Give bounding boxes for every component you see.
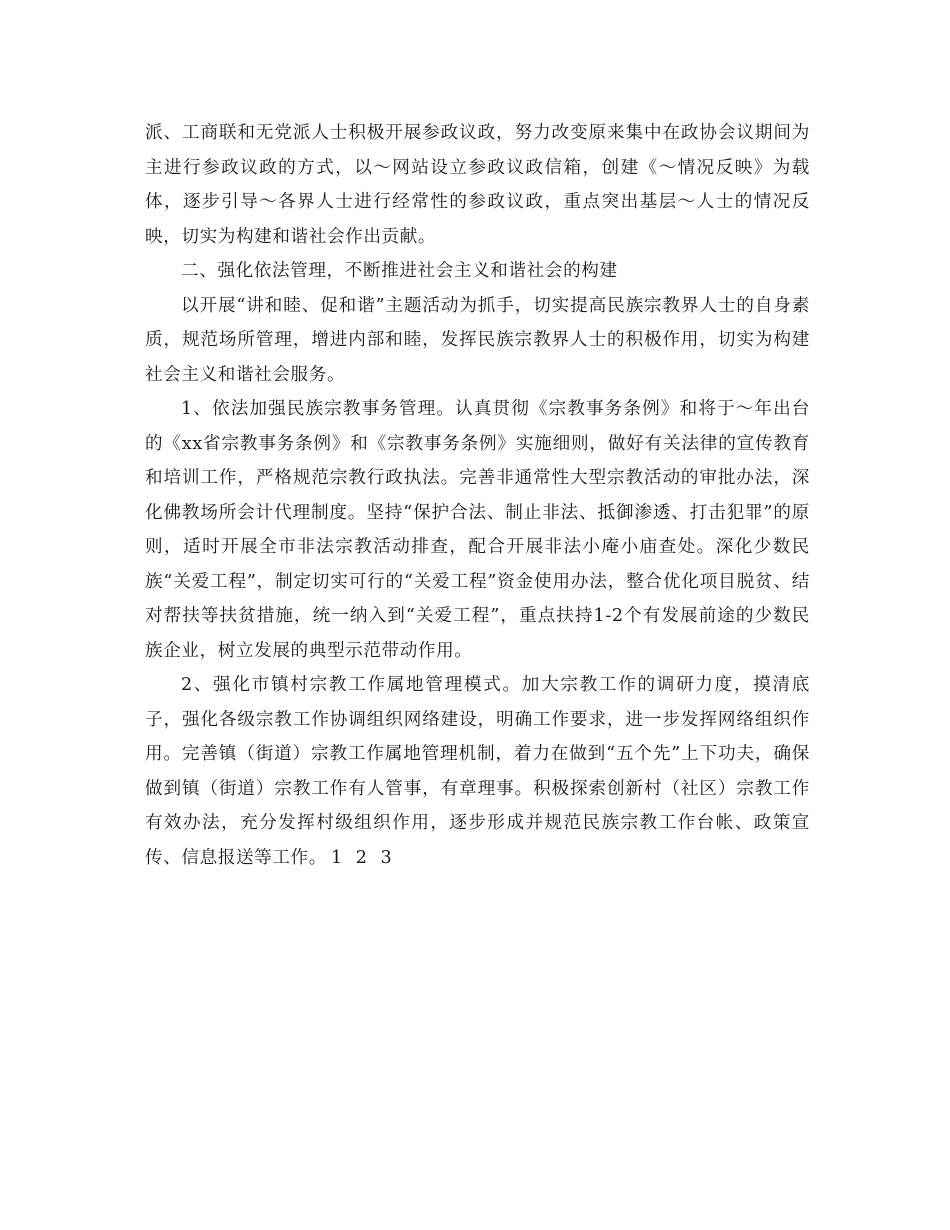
document-body bbox=[145, 116, 810, 875]
paragraph-item-2-text: 2、强化市镇村宗教工作属地管理模式。加大宗教工作的调研力度，摸清底子，强化各级宗教工作协调组织网络建设，明确工作要求，进一步发挥网络组织作用。完善镇（街道）宗教工作属地管理机制，着力在做到“五个先”上下功夫，确保做到镇（街道）宗教工作有人管事，有章理事。积极探索创新村（社区）宗教工作有效办法，充分发挥村级组织作用，逐步形成并规范民族宗教工作台帐、政策宣传、信息报送等工作。 bbox=[145, 675, 810, 868]
paragraph-continuation: 派、工商联和无党派人士积极开展参政议政，努力改变原来集中在政协会议期间为主进行参政议政的方式，以～网站设立参政议政信箱，创建《～情况反映》为载体，逐步引导～各界人士进行经常性的参政议政，重点突出基层～人士的情况反映，切实为构建和谐社会作出贡献。 bbox=[145, 123, 810, 247]
paragraph-item-1: 1、依法加强民族宗教事务管理。认真贯彻《宗教事务条例》和将于～年出台的《xx省宗教事务条例》和《宗教事务条例》实施细则，做好有关法律的宣传教育和培训工作，严格规范宗教行政执法。完善非通常性大型宗教活动的审批办法，深化佛教场所会计代理制度。坚持“保护合法、制止非法、抵御渗透、打击犯罪”的原则，适时开展全市非法宗教活动排查，配合开展非法小庵小庙查处。深化少数民族“关爱工程”，制定切实可行的“关爱工程”资金使用办法，整合优化项目脱贫、结对帮扶等扶贫措施，统一纳入到“关爱工程”，重点扶持1-2个有发展前途的少数民族企业，树立发展的典型示范带动作用。 bbox=[145, 399, 810, 661]
page-link-3[interactable]: 3 bbox=[380, 847, 396, 868]
paragraph-intro: 以开展“讲和睦、促和谐”主题活动为抓手，切实提高民族宗教界人士的自身素质，规范场所管理，增进内部和睦，发挥民族宗教界人士的积极作用，切实为构建社会主义和谐社会服务。 bbox=[145, 295, 810, 385]
pagination bbox=[331, 848, 396, 868]
section-heading: 二、强化依法管理，不断推进社会主义和谐社会的构建 bbox=[181, 261, 618, 281]
paragraph-item-2 bbox=[145, 668, 810, 875]
page-link-1[interactable]: 1 bbox=[330, 847, 347, 868]
page-link-2[interactable]: 2 bbox=[355, 847, 371, 868]
